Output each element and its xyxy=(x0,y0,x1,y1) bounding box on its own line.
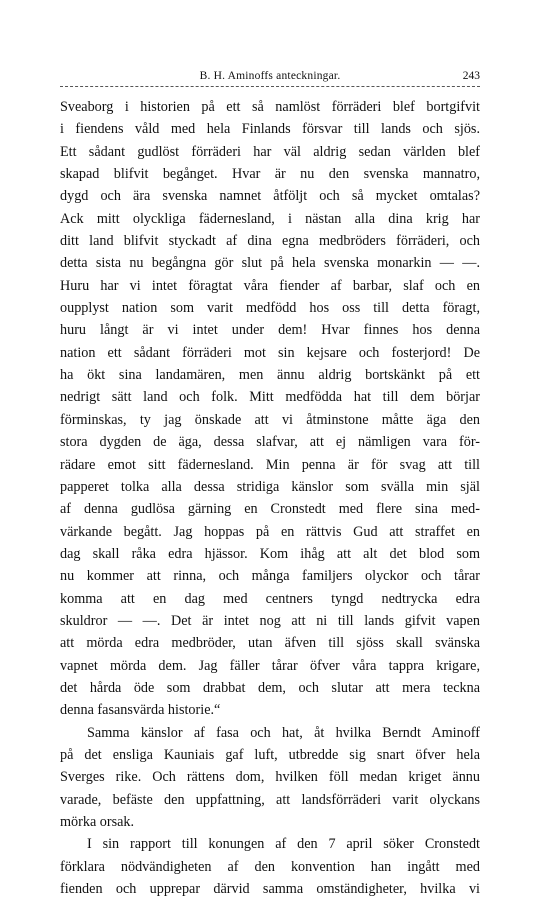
text-line: skapad blifvit begånget. Hvar är nu den svenska mannatro, xyxy=(60,166,480,183)
text-line: Sveaborg i historien på ett så namlöst förräderi blef bortgifvit xyxy=(60,99,480,115)
running-title: B. H. Aminoffs anteckningar. xyxy=(199,70,341,82)
text-line: ha ökt sina landamären, men ännu aldrig bortskänkt på ett xyxy=(60,367,480,384)
page-number: 243 xyxy=(462,70,480,82)
text-line: dygd och ära svenska namnet åtföljt och så mycket omtalas? xyxy=(60,188,480,205)
text-line: varade, befäste den uppfattning, att landsförräderi varit olyckans xyxy=(60,791,480,808)
text-line: denna fasansvärda historie.“ xyxy=(60,702,221,719)
text-line: ditt land blifvit styckadt af dina egna medbröders förräderi, och xyxy=(60,233,480,250)
text-line: oupplyst nation som varit medfödd hos oss till detta föragt, xyxy=(60,300,480,317)
text-line: det hårda öde som drabbat dem, och slutar att mera teckna xyxy=(60,679,480,696)
text-line: att mörda edra medbröder, utan äfven till sjöss skall svänska xyxy=(60,635,480,652)
text-line: Ack mitt olyckliga fädernesland, i nästan alla dina krig har xyxy=(60,210,480,227)
text-line: förminskas, ty jag önskade att vi åtminstone måtte äga den xyxy=(60,411,480,428)
text-line: komma att en dag med centners tyngd nedtrycka edra xyxy=(60,590,480,607)
text-line: huru långt är vi intet under dem! Hvar finnes hos denna xyxy=(60,322,480,339)
text-line: Huru har vi intet föragtat våra fiender af barbar, slaf och en xyxy=(60,277,480,294)
text-line: af denna gudlösa gärning en Cronstedt med flere sina med- xyxy=(60,501,480,518)
text-line: vapnet mörda dem. Jag fäller tårar öfver våra tappra krigare, xyxy=(60,657,480,674)
text-line: mörka orsak. xyxy=(60,814,135,830)
text-line: värkande begått. Jag hoppas på en rättvis Gud att straffet en xyxy=(60,523,480,540)
text-line: nation ett sådant förräderi mot sin kejsare och fosterjord! De xyxy=(60,344,480,361)
text-line: Sverges rike. Och rättens dom, hvilken föll medan kriget ännu xyxy=(60,769,480,786)
text-line: på det ensliga Kauniais gaf luft, utbredde sig snart öfver hela xyxy=(60,746,480,763)
header-rule xyxy=(60,86,480,87)
text-line: fienden och upprepar därvid samma omständigheter, hvilka vi xyxy=(60,881,480,898)
body-text xyxy=(60,96,480,900)
text-line: dag skall råka edra hjässor. Kom ihåg att alt det blod som xyxy=(60,545,480,562)
text-line: Samma känslor af fasa och hat, åt hvilka Berndt Aminoff xyxy=(87,724,480,741)
text-line: skuldror — —. Det är intet nog att ni till lands gifvit vapen xyxy=(60,612,480,629)
text-line: detta sista nu begångna gör slut på hela svenska monarkin — —. xyxy=(60,255,480,272)
text-line: nu kommer att rinna, och många familjers olyckor och tårar xyxy=(60,568,480,585)
running-head xyxy=(60,70,480,90)
text-line: stora dygden de äga, dessa slafvar, att ej nämligen vara för- xyxy=(60,434,480,451)
text-line: förklara nödvändigheten af den konvention han ingått med xyxy=(60,858,480,875)
text-line: i fiendens våld med hela Finlands försvar till lands och sjös. xyxy=(60,121,480,138)
text-line: rädare emot sitt fädernesland. Min penna är för svag att till xyxy=(60,456,480,473)
text-line: I sin rapport till konungen af den 7 april söker Cronstedt xyxy=(87,836,480,853)
text-line: Ett sådant gudlöst förräderi har väl aldrig sedan världen blef xyxy=(60,143,480,160)
text-line: papperet tolka alla dessa stridiga känslor som svälla min själ xyxy=(60,478,480,495)
text-line: nedrigt sätt land och folk. Mitt medfödda hat till dem börjar xyxy=(60,389,480,406)
